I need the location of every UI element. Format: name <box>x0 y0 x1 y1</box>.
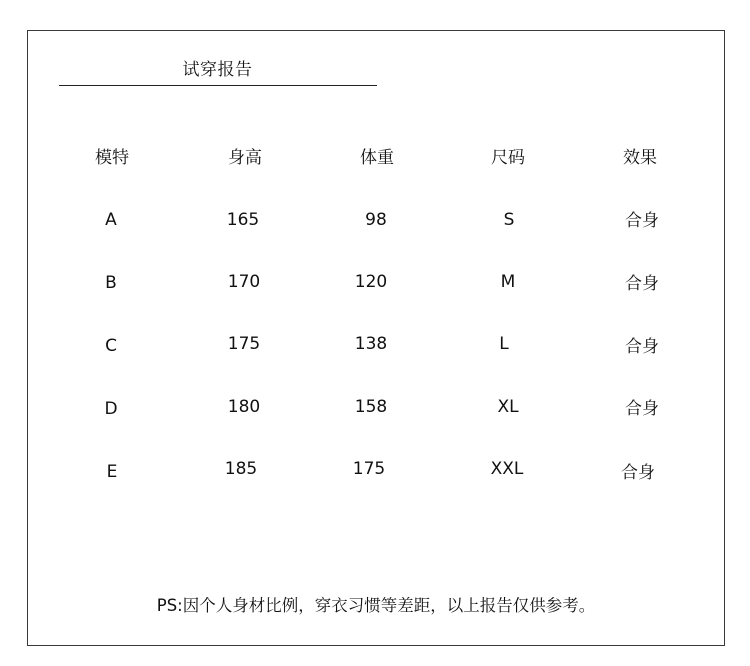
report-title: 试穿报告 <box>182 60 253 80</box>
cell-weight: 158 <box>354 397 388 417</box>
cell-height: 185 <box>224 459 258 479</box>
cell-model: A <box>105 210 117 230</box>
cell-model: C <box>105 336 117 356</box>
cell-size: M <box>500 272 516 292</box>
cell-weight: 98 <box>365 210 387 230</box>
cell-model: E <box>106 462 118 482</box>
cell-weight: 175 <box>352 459 386 479</box>
footnote: PS:因个人身材比例，穿衣习惯等差距，以上报告仅供参考。 <box>156 596 596 615</box>
cell-weight: 120 <box>354 272 388 292</box>
cell-model: D <box>104 399 118 419</box>
cell-size: S <box>503 210 515 230</box>
title-underline <box>59 85 377 86</box>
cell-height: 165 <box>226 210 260 230</box>
cell-size: XL <box>497 397 519 417</box>
cell-size: L <box>499 334 509 354</box>
header-model: 模特 <box>95 148 129 168</box>
header-fit: 效果 <box>623 148 657 168</box>
cell-height: 175 <box>227 334 261 354</box>
cell-fit: 合身 <box>625 337 659 357</box>
header-weight: 体重 <box>360 148 394 168</box>
cell-fit: 合身 <box>625 274 659 294</box>
header-size: 尺码 <box>491 148 525 168</box>
cell-fit: 合身 <box>625 211 659 231</box>
cell-height: 180 <box>227 397 261 417</box>
cell-height: 170 <box>227 272 261 292</box>
header-height: 身高 <box>228 148 262 168</box>
cell-fit: 合身 <box>621 463 655 483</box>
cell-weight: 138 <box>354 334 388 354</box>
cell-size: XXL <box>490 459 524 479</box>
cell-model: B <box>105 273 117 293</box>
cell-fit: 合身 <box>625 399 659 419</box>
